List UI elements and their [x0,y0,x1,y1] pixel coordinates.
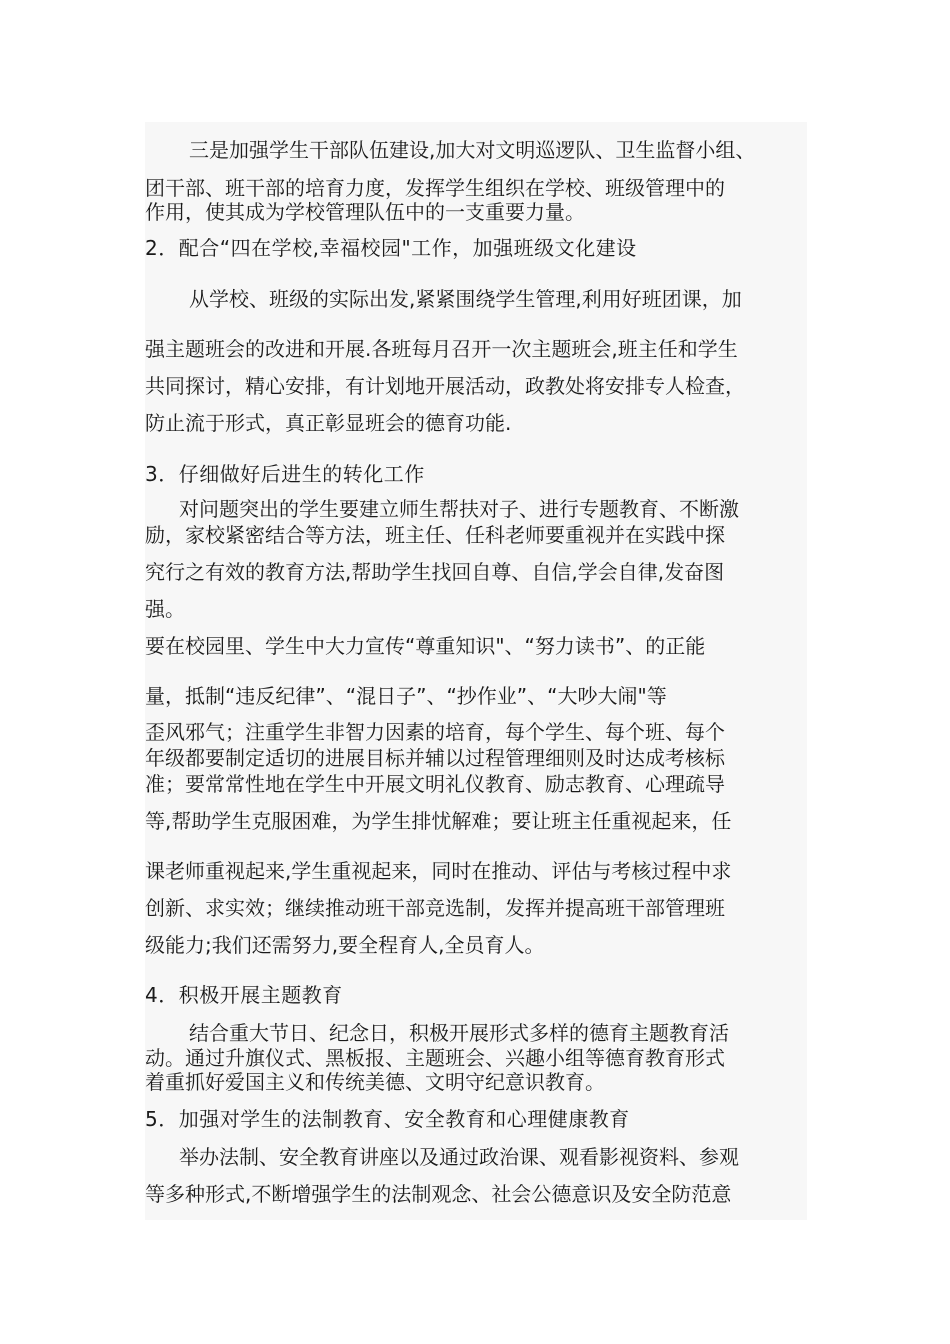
paragraph-line: 歪风邪气；注重学生非智力因素的培育，每个学生、每个班、每个 [145,720,725,744]
paragraph-line: 从学校、班级的实际出发,紧紧围绕学生管理,利用好班团课，加 [189,287,742,311]
paragraph-line: 共同探讨，精心安排，有计划地开展活动，政教处将安排专人检查， [145,374,745,398]
paragraph-line: 着重抓好爱国主义和传统美德、文明守纪意识教育。 [145,1070,605,1094]
paragraph-line: 作用，使其成为学校管理队伍中的一支重要力量。 [145,200,585,224]
paragraph-line: 等,帮助学生克服困难，为学生排忧解难；要让班主任重视起来，任 [145,809,732,833]
paragraph-line: 课老师重视起来,学生重视起来，同时在推动、评估与考核过程中求 [145,859,732,883]
paragraph-line: 团干部、班干部的培育力度，发挥学生组织在学校、班级管理中的 [145,176,725,200]
section-heading: 4．积极开展主题教育 [145,983,343,1007]
section-heading: 3．仔细做好后进生的转化工作 [145,462,425,486]
paragraph-line: 励，家校紧密结合等方法，班主任、任科老师要重视并在实践中探 [145,523,725,547]
paragraph-line: 级能力;我们还需努力,要全程育人,全员育人。 [145,933,545,957]
paragraph-line: 三是加强学生干部队伍建设,加大对文明巡逻队、卫生监督小组、 [189,138,756,162]
paragraph-line: 强主题班会的改进和开展.各班每月召开一次主题班会,班主任和学生 [145,337,738,361]
paragraph-line: 等多种形式,不断增强学生的法制观念、社会公德意识及安全防范意 [145,1182,732,1206]
paragraph-line: 对问题突出的学生要建立师生帮扶对子、进行专题教育、不断激 [179,497,739,521]
paragraph-line: 动。通过升旗仪式、黑板报、主题班会、兴趣小组等德育教育形式 [145,1046,725,1070]
paragraph-line: 年级都要制定适切的进展目标并辅以过程管理细则及时达成考核标 [145,746,725,770]
section-heading: 5．加强对学生的法制教育、安全教育和心理健康教育 [145,1107,630,1131]
paragraph-line: 结合重大节日、纪念日，积极开展形式多样的德育主题教育活 [189,1021,729,1045]
section-heading: 2．配合“四在学校,幸福校园"工作，加强班级文化建设 [145,236,637,260]
paragraph-line: 量，抵制“违反纪律”、“混日子”、“抄作业”、“大吵大闹"等 [145,684,667,708]
paragraph-line: 创新、求实效；继续推动班干部竞选制，发挥并提高班干部管理班 [145,896,725,920]
paragraph-line: 究行之有效的教育方法,帮助学生找回自尊、自信,学会自律,发奋图 [145,560,725,584]
paragraph-line: 举办法制、安全教育讲座以及通过政治课、观看影视资料、参观 [179,1145,739,1169]
paragraph-line: 要在校园里、学生中大力宣传“尊重知识"、“努力读书”、的正能 [145,634,706,658]
paragraph-line: 准；要常常性地在学生中开展文明礼仪教育、励志教育、心理疏导 [145,772,725,796]
paragraph-line: 强。 [145,597,185,621]
paragraph-line: 防止流于形式，真正彰显班会的德育功能. [145,411,512,435]
